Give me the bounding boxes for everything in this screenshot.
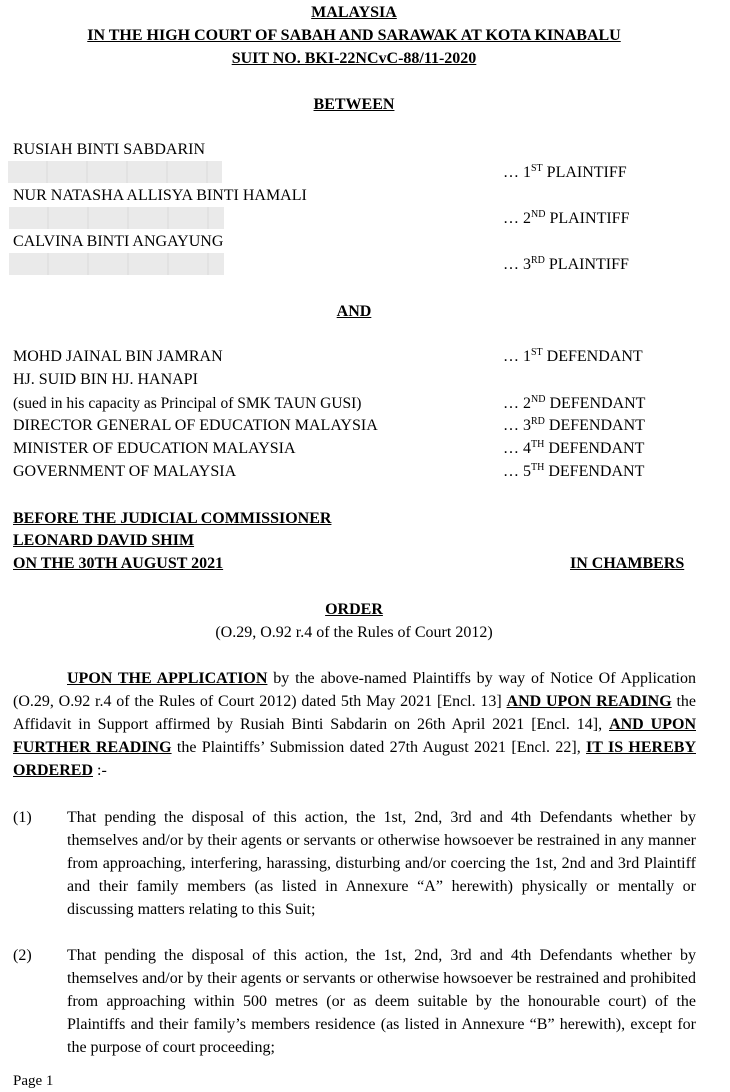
order-item-text: That pending the disposal of this action, the 1st, 2nd, 3rd and 4th Defendants whether by themselves and/or by their agents or servants or otherwise howsoever be restrained in any manner from approaching, interfering, harassing, disturbing and/or coercing the 1st, 2nd and 3rd Plaintiff and their family members (as listed in Annexure “A” herewith) physically or mentally or discussing matters relating to this Suit; <box>67 809 696 918</box>
defendant-2-name: HJ. SUID BIN HJ. HANAPI <box>13 371 198 388</box>
defendant-3-name: DIRECTOR GENERAL OF EDUCATION MALAYSIA <box>13 417 378 434</box>
defendant-4-role: … 4TH DEFENDANT <box>503 439 645 457</box>
before-judge-line: BEFORE THE JUDICIAL COMMISSIONER <box>13 510 332 527</box>
defendant-1-role: … 1ST DEFENDANT <box>503 347 643 365</box>
defendant-5-name: GOVERNMENT OF MALAYSIA <box>13 463 237 480</box>
order-preamble: UPON THE APPLICATION by the above-named Plaintiffs by way of Notice Of Application (O.29, O.92 r.4 of the Rules of Court 2012) dated 5th May 2021 [Encl. 13] AND UPON READING the Affidavit in Support affirmed by Rusiah Binti Sabdarin on 26th April 2021 [Encl. 14], AND UPON FURTHER READING the Plaintiffs’ Submission dated 27th August 2021 [Encl. 22], IT IS HEREBY ORDERED :- <box>13 670 697 779</box>
hearing-date: ON THE 30TH AUGUST 2021 <box>13 555 224 572</box>
court-heading: IN THE HIGH COURT OF SABAH AND SARAWAK AT KOTA KINABALU <box>87 27 621 44</box>
defendant-2-role: … 2ND DEFENDANT <box>503 394 646 412</box>
page-number: Page 1 <box>13 1073 54 1089</box>
plaintiff-1-name: RUSIAH BINTI SABDARIN <box>13 141 206 158</box>
defendant-3-role: … 3RD DEFENDANT <box>503 416 645 434</box>
suit-number: SUIT NO. BKI-22NCvC-88/11-2020 <box>231 50 477 67</box>
plaintiff-3-name: CALVINA BINTI ANGAYUNG <box>13 233 224 250</box>
order-item-number: (1) <box>13 809 32 826</box>
between-heading: BETWEEN <box>313 96 395 113</box>
redacted-block <box>9 207 224 229</box>
redacted-block <box>8 161 222 183</box>
order-title: ORDER <box>325 601 383 618</box>
defendant-2-capacity: (sued in his capacity as Principal of SMK TAUN GUSI) <box>13 395 362 412</box>
order-item-number: (2) <box>13 947 32 964</box>
redacted-block <box>9 253 224 275</box>
country-heading: MALAYSIA <box>311 4 397 21</box>
order-subtitle: (O.29, O.92 r.4 of the Rules of Court 2012) <box>215 624 493 641</box>
plaintiff-2-name: NUR NATASHA ALLISYA BINTI HAMALI <box>13 187 307 204</box>
and-heading: AND <box>336 303 372 320</box>
defendant-1-name: MOHD JAINAL BIN JAMRAN <box>13 348 223 365</box>
defendant-5-role: … 5TH DEFENDANT <box>503 462 645 480</box>
in-chambers: IN CHAMBERS <box>570 555 685 572</box>
defendant-4-name: MINISTER OF EDUCATION MALAYSIA <box>13 440 296 457</box>
order-item-text: That pending the disposal of this action, the 1st, 2nd, 3rd and 4th Defendants whether by themselves and/or by their agents or servants or otherwise howsoever be restrained and prohibited from approaching within 500 metres (or as deem suitable by the honourable court) of the Plaintiffs and their family’s members residence (as listed in Annexure “B” herewith), except for the purpose of court proceeding; <box>67 947 696 1056</box>
judge-name: LEONARD DAVID SHIM <box>13 532 195 549</box>
plaintiff-3-role: … 3RD PLAINTIFF <box>503 255 629 273</box>
plaintiff-2-role: … 2ND PLAINTIFF <box>503 209 630 227</box>
plaintiff-1-role: … 1ST PLAINTIFF <box>503 163 627 181</box>
